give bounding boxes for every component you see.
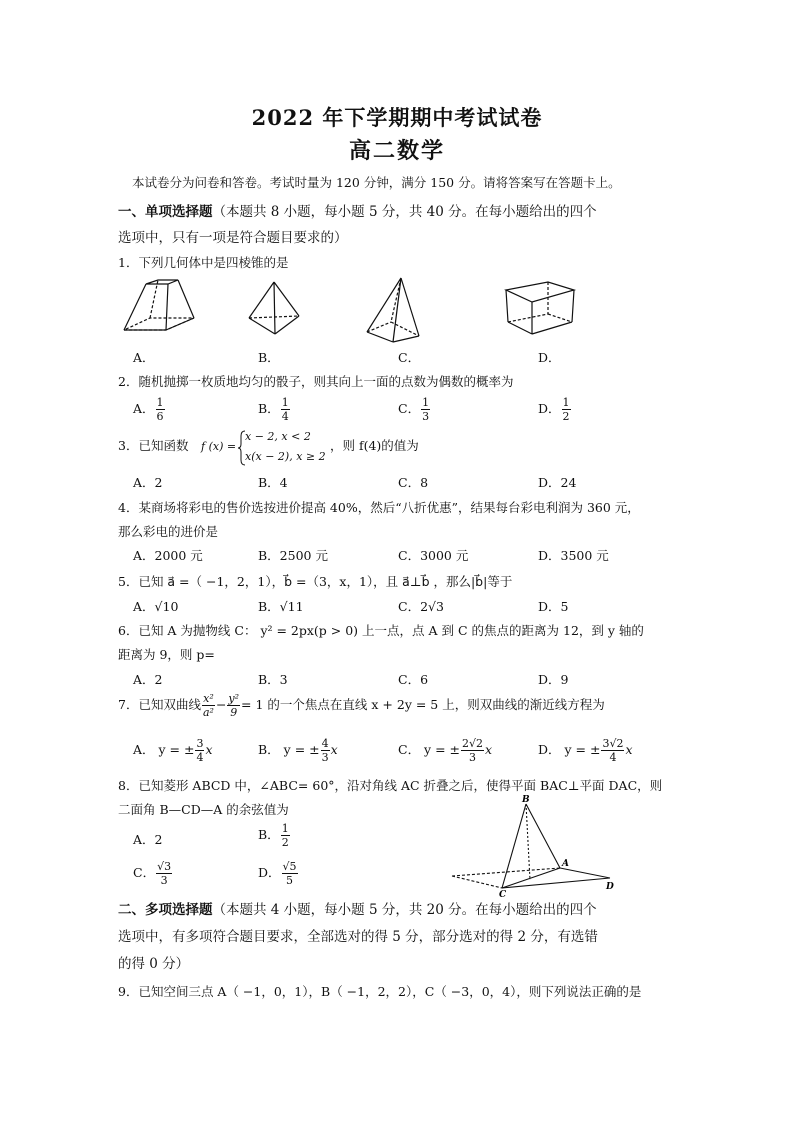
q4-option-b[interactable]: B．2500 元	[258, 548, 328, 563]
q7-c-x: x	[485, 742, 493, 757]
q2-option-c-fraction	[421, 396, 430, 423]
q7-f1-den: a²	[202, 706, 214, 719]
q7-a-den: 4	[196, 751, 204, 764]
q8-b-fraction	[281, 822, 290, 849]
q7-d-x: x	[625, 742, 633, 757]
q8-stem-a: 8．已知菱形 ABCD 中，∠ABC= 60°，沿对角线 AC 折叠之后，使得平面 BAC⊥平面 DAC，则	[118, 778, 663, 793]
q8-c-fraction	[156, 860, 172, 887]
q7-option-c[interactable]	[398, 737, 492, 764]
q7-fraction-x	[202, 692, 215, 719]
section1-heading-line	[118, 200, 597, 220]
q3-function-name: f (x) =	[201, 440, 237, 453]
q7-stem-a: 7．已知双曲线	[118, 697, 201, 712]
q7-stem	[118, 692, 605, 719]
q7-c-den: 3	[469, 751, 476, 764]
q8-point-b-label: B	[522, 795, 530, 805]
q8-b-label: B．	[258, 827, 280, 842]
q2-option-a[interactable]	[133, 396, 166, 423]
q3-option-b[interactable]: B．4	[258, 475, 288, 490]
q3-stem-b: ，则 f(4)的值为	[330, 438, 419, 453]
q7-b-label: B． y = ±	[258, 742, 320, 757]
triangular-pyramid-figure	[245, 278, 303, 340]
section1-desc-a: （本题共 8 小题，每小题 5 分，共 40 分。在每小题给出的四个	[212, 204, 597, 220]
q1-option-b[interactable]: B．	[258, 350, 280, 365]
q8-option-d[interactable]	[258, 860, 299, 887]
q8-d-num: √5	[282, 860, 297, 873]
q7-option-b[interactable]	[258, 737, 338, 764]
q7-a-fraction	[195, 737, 204, 764]
q5-option-d[interactable]: D．5	[538, 599, 569, 614]
q8-c-den: 3	[160, 874, 168, 887]
q2-option-d-fraction	[562, 396, 571, 423]
q5-stem: 5．已知 a⃗ =（ −1，2，1），b⃗ =（3，x，1），且 a⃗⊥b⃗ ，那么|b⃗|等于	[118, 574, 513, 589]
section1-title: 一、单项选择题	[118, 204, 213, 220]
q7-fraction-y	[227, 692, 240, 719]
q1-option-a[interactable]: A．	[133, 350, 155, 365]
q7-f2-den: 9	[230, 706, 238, 719]
q1-option-c[interactable]: C．	[398, 350, 421, 365]
q2-option-d[interactable]	[538, 396, 572, 423]
q8-d-label: D．	[258, 865, 281, 880]
q3-option-d[interactable]: D．24	[538, 475, 577, 490]
q7-minus: −	[215, 697, 227, 712]
q7-option-d[interactable]	[538, 737, 633, 764]
q4-option-d[interactable]: D．3500 元	[538, 548, 609, 563]
q5-option-a[interactable]: A．√10	[133, 599, 179, 614]
q7-stem-b: = 1 的一个焦点在直线 x + 2y = 5 上，则双曲线的渐近线方程为	[241, 697, 605, 712]
q7-a-x: x	[205, 742, 213, 757]
q2-option-a-fraction	[156, 396, 165, 423]
section2-heading-line	[118, 898, 597, 918]
q2-c-den: 3	[422, 410, 430, 423]
q7-d-den: 4	[609, 751, 617, 764]
q7-c-fraction	[461, 737, 484, 764]
q6-stem-a: 6．已知 A 为抛物线 C： y² = 2px(p > 0) 上一点，点 A 到 C 的焦点的距离为 12，到 y 轴的	[118, 623, 644, 638]
exam-instructions: 本试卷分为问卷和答卷。考试时量为 120 分钟，满分 150 分。请将答案写在答题卡上。	[132, 175, 621, 190]
q2-option-a-label: A．	[133, 401, 155, 416]
q1-stem: 1．下列几何体中是四棱锥的是	[118, 255, 289, 270]
q6-option-d[interactable]: D．9	[538, 672, 569, 687]
q2-stem: 2．随机抛掷一枚质地均匀的骰子，则其向上一面的点数为偶数的概率为	[118, 374, 514, 389]
q5-option-c[interactable]: C．2√3	[398, 599, 444, 614]
q6-option-a[interactable]: A．2	[133, 672, 163, 687]
section2-desc-a: （本题共 4 小题，每小题 5 分，共 20 分。在每小题给出的四个	[212, 902, 597, 918]
q3-stem-a: 3．已知函数	[118, 438, 189, 453]
q1-option-d[interactable]: D．	[538, 350, 561, 365]
q4-option-c[interactable]: C．3000 元	[398, 548, 469, 563]
q2-a-den: 6	[156, 410, 164, 423]
square-pyramid-figure	[363, 274, 423, 346]
q8-stem-b: 二面角 B—CD—A 的余弦值为	[118, 802, 289, 817]
q7-option-a[interactable]	[133, 737, 213, 764]
triangular-prism-figure	[502, 278, 578, 338]
frustum-figure	[120, 278, 198, 336]
q7-f1-num: x²	[203, 692, 214, 705]
q8-b-den: 2	[281, 836, 289, 849]
q8-d-den: 5	[286, 874, 294, 887]
q7-d-num: 3√2	[602, 737, 624, 750]
q2-b-den: 4	[281, 410, 289, 423]
q8-option-b[interactable]	[258, 822, 291, 849]
section2-desc-c: 的得 0 分）	[118, 956, 190, 972]
q7-a-label: A． y = ±	[133, 742, 195, 757]
q8-point-c-label: C	[499, 890, 507, 898]
q7-d-label: D． y = ±	[538, 742, 601, 757]
q7-a-num: 3	[196, 737, 204, 750]
q9-stem: 9．已知空间三点 A（ −1，0，1），B（ −1，2，2），C（ −3，0，4），则下列说法正确的是	[118, 984, 642, 999]
q2-option-b-fraction	[281, 396, 290, 423]
q7-c-label: C． y = ±	[398, 742, 460, 757]
section2-desc-b: 选项中，有多项符合题目要求，全部选对的得 5 分，部分选对的得 2 分，有选错	[118, 929, 598, 945]
q8-d-fraction	[282, 860, 298, 887]
q8-folded-rhombus-figure	[448, 792, 620, 898]
q2-option-c[interactable]	[398, 396, 431, 423]
q2-option-b-label: B．	[258, 401, 280, 416]
q2-b-num: 1	[281, 396, 289, 409]
q8-b-num: 1	[281, 822, 289, 835]
exam-title: 2022 年下学期期中考试试卷	[251, 105, 543, 130]
q3-case-1: x − 2, x < 2	[245, 430, 311, 443]
q8-point-a-label: A	[562, 859, 569, 869]
q8-c-label: C．	[133, 865, 156, 880]
q2-option-d-label: D．	[538, 401, 561, 416]
q7-b-den: 3	[321, 751, 329, 764]
q2-c-num: 1	[422, 396, 430, 409]
exam-subject: 高二数学	[348, 138, 445, 164]
q3-case-2: x(x − 2), x ≥ 2	[245, 450, 326, 463]
q7-b-x: x	[330, 742, 338, 757]
q7-b-num: 4	[321, 737, 329, 750]
section1-desc-b: 选项中，只有一项是符合题目要求的）	[118, 230, 348, 246]
q2-d-den: 2	[562, 410, 570, 423]
q4-option-a[interactable]: A．2000 元	[133, 548, 203, 563]
q2-option-c-label: C．	[398, 401, 421, 416]
q2-d-num: 1	[562, 396, 570, 409]
q3-option-a[interactable]: A．2	[133, 475, 163, 490]
q8-option-a[interactable]: A．2	[133, 832, 163, 847]
q5-option-b[interactable]: B．√11	[258, 599, 304, 614]
q4-stem-b: 那么彩电的进价是	[118, 524, 219, 539]
q2-option-b[interactable]	[258, 396, 291, 423]
q8-c-num: √3	[157, 860, 172, 873]
q4-stem-a: 4．某商场将彩电的售价选按进价提高 40%，然后“八折优惠”，结果每台彩电利润为 360 元，	[118, 500, 640, 515]
q8-option-c[interactable]	[133, 860, 173, 887]
q7-d-fraction	[601, 737, 624, 764]
q2-a-num: 1	[156, 396, 164, 409]
q3-option-c[interactable]: C．8	[398, 475, 429, 490]
q6-stem-b: 距离为 9，则 p=	[118, 647, 215, 662]
q6-option-b[interactable]: B．3	[258, 672, 288, 687]
q8-point-d-label: D	[606, 882, 614, 892]
q6-option-c[interactable]: C．6	[398, 672, 429, 687]
section2-title: 二、多项选择题	[118, 902, 213, 918]
q7-c-num: 2√2	[462, 737, 484, 750]
q7-b-fraction	[321, 737, 330, 764]
q7-f2-num: y²	[228, 692, 240, 705]
